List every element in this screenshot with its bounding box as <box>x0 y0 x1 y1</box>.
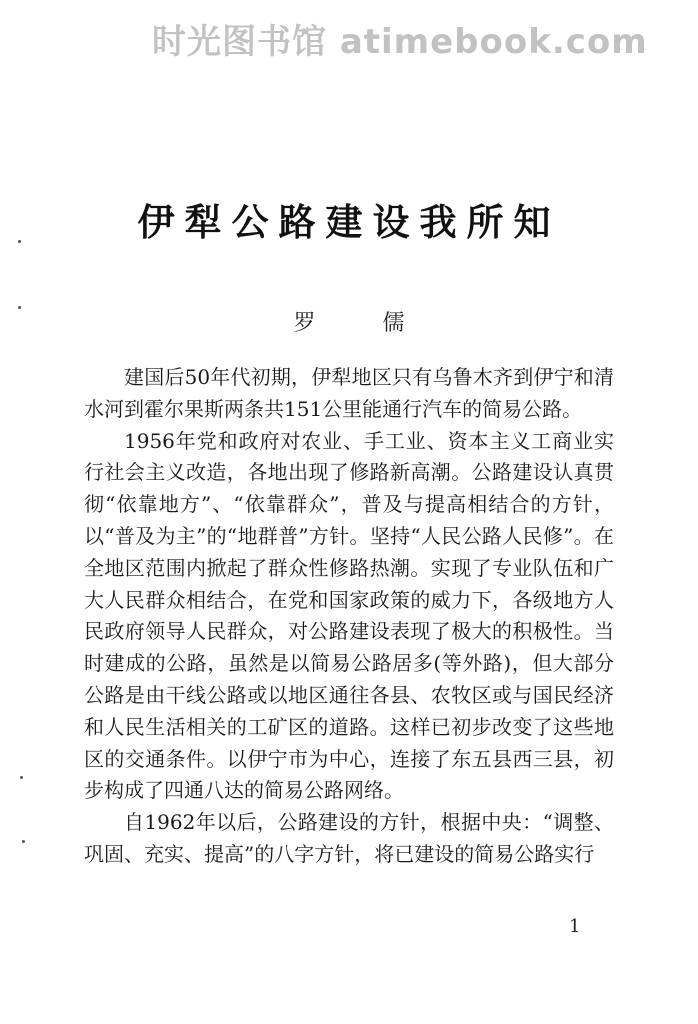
watermark-text: 时光图书馆 atimebook.com <box>152 22 648 62</box>
page-number: 1 <box>569 916 581 937</box>
paragraph: 自1962年以后，公路建设的方针，根据中央：“调整、巩固、充实、提高”的八字方针，将已建设的简易公路实行 <box>84 810 614 866</box>
author-name: 罗 儒 <box>293 311 435 336</box>
scan-speck <box>18 306 21 309</box>
scan-speck <box>18 240 21 243</box>
body-text <box>84 362 614 871</box>
scan-speck <box>22 840 25 843</box>
paragraph: 1956年党和政府对农业、手工业、资本主义工商业实行社会主义改造，各地出现了修路新高潮。公路建设认真贯彻“依靠地方”、“依靠群众”，普及与提高相结合的方针，以“普及为主”的“地群普”方针。坚持“人民公路人民修”。在全地区范围内掀起了群众性修路热潮。实现了专业队伍和广大人民群众相结合，在党和国家政策的威力下，各级地方人民政府领导人民群众，对公路建设表现了极大的积极性。当时建成的公路，虽然是以简易公路居多(等外路)，但大部分公路是由干线公路或以地区通往各县、农牧区或与国民经济和人民生活相关的工矿区的道路。这样已初步改变了这些地区的交通条件。以伊宁市为中心，连接了东五县西三县，初步构成了四通八达的简易公路网络。 <box>84 428 614 803</box>
scan-speck <box>20 776 23 779</box>
paragraph: 建国后50年代初期，伊犁地区只有乌鲁木齐到伊宁和清水河到霍尔果斯两条共151公里能通行汽车的简易公路。 <box>84 365 614 421</box>
page-title: 伊犁公路建设我所知 <box>137 200 561 244</box>
